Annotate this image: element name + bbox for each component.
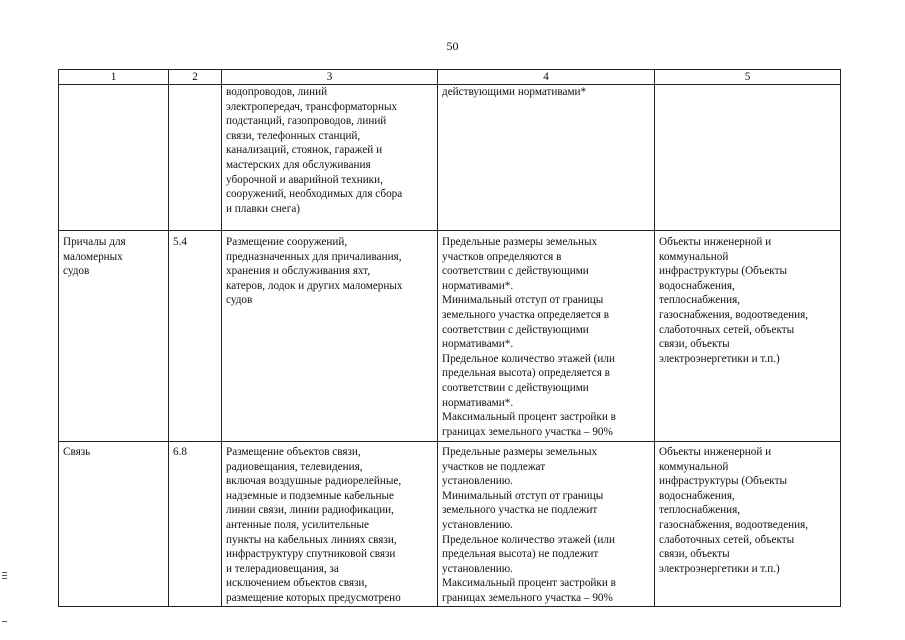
cell-use-code — [169, 231, 222, 442]
cell-text-line: слаботочных сетей, объекты — [659, 323, 795, 336]
cell-text-line: электроэнергетики и т.п.) — [659, 562, 780, 575]
cell-text-line: Размещение сооружений, — [226, 236, 348, 248]
cell-text-line: слаботочных сетей, объекты — [659, 533, 795, 546]
cell-text-line: 6.8 — [173, 446, 187, 458]
edge-mark — [2, 572, 7, 573]
cell-text-line: водоснабжения, — [659, 279, 735, 292]
edge-mark — [2, 621, 7, 622]
cell-text-line: и телерадиовещания, за — [226, 562, 339, 575]
cell-text-line: Предельные размеры земельных — [442, 236, 598, 248]
cell-parameters — [438, 85, 655, 231]
cell-text-line: установлению. — [442, 518, 513, 531]
table-row — [59, 85, 841, 231]
cell-text-line: и плавки снега) — [226, 202, 301, 215]
cell-text-line: нормативами*. — [442, 279, 514, 292]
cell-text-line: земельного участка определяется в — [442, 308, 610, 321]
cell-text-line: теплоснабжения, — [659, 294, 741, 307]
cell-text-line: Минимальный отступ от границы — [442, 294, 604, 307]
cell-text-line: Предельные размеры земельных — [442, 446, 598, 458]
cell-text-line: судов — [226, 294, 253, 307]
cell-text-line: земельного участка не подлежит — [442, 504, 598, 517]
table-row — [59, 231, 841, 442]
table-row — [59, 442, 841, 607]
cell-text-line: Размещение объектов связи, — [226, 446, 361, 458]
header-col-5: 5 — [655, 70, 841, 85]
cell-text-line: электроэнергетики и т.п.) — [659, 352, 780, 365]
cell-parameters — [438, 442, 655, 607]
cell-text-line: соответствии с действующими — [442, 323, 589, 336]
zoning-table — [58, 69, 841, 607]
cell-text-line: границах земельного участка – 90% — [442, 425, 613, 438]
cell-text-line: теплоснабжения, — [659, 504, 741, 517]
cell-text-line: связи, объекты — [659, 338, 730, 351]
cell-text-line: Предельное количество этажей (или — [442, 352, 615, 365]
cell-text-line: Объекты инженерной и — [659, 236, 772, 248]
cell-text-line: Связь — [63, 446, 91, 458]
cell-text-line: Причалы для — [63, 236, 126, 248]
cell-text-line: пункты на кабельных линиях связи, — [226, 533, 397, 546]
cell-text-line: газоснабжения, водоотведения, — [659, 308, 809, 321]
cell-text-line: установлению. — [442, 562, 513, 575]
cell-text-line: предназначенных для причаливания, — [226, 250, 402, 263]
edge-mark — [2, 578, 7, 579]
cell-text-line: предельная высота) определяется в — [442, 367, 610, 380]
page-number: 50 — [446, 39, 459, 53]
header-col-1: 1 — [59, 70, 169, 85]
cell-text-line: связи, телефонных станций, — [226, 129, 361, 142]
cell-text-line: связи, объекты — [659, 548, 730, 561]
cell-text-line: соответствии с действующими — [442, 381, 589, 394]
cell-use-name — [59, 442, 169, 607]
cell-text-line: канализаций, стоянок, гаражей и — [226, 144, 383, 157]
cell-auxiliary-uses — [655, 85, 841, 231]
cell-text-line: предельная высота) не подлежит — [442, 548, 599, 561]
cell-use-description — [222, 442, 438, 607]
cell-text-line: антенные поля, усилительные — [226, 518, 369, 531]
cell-use-code — [169, 85, 222, 231]
cell-text-line: Максимальный процент застройки в — [442, 577, 616, 590]
header-col-2: 2 — [169, 70, 222, 85]
cell-text-line: катеров, лодок и других маломерных — [226, 279, 403, 292]
cell-text-line: сооружений, необходимых для сбора — [226, 188, 403, 201]
cell-text-line: радиовещания, телевидения, — [226, 460, 363, 473]
cell-text-line: нормативами*. — [442, 338, 514, 351]
cell-text-line: Минимальный отступ от границы — [442, 489, 604, 502]
cell-text-line: Предельное количество этажей (или — [442, 533, 615, 546]
cell-text-line: водоснабжения, — [659, 489, 735, 502]
cell-text-line: инфраструктуры (Объекты — [659, 475, 788, 488]
cell-auxiliary-uses — [655, 231, 841, 442]
cell-text-line: линии связи, линии радиофикации, — [226, 504, 394, 517]
cell-text-line: инфраструктуры (Объекты — [659, 265, 788, 278]
cell-text-line: соответствии с действующими — [442, 265, 589, 278]
cell-use-name — [59, 85, 169, 231]
cell-text-line: Объекты инженерной и — [659, 446, 772, 458]
cell-auxiliary-uses — [655, 442, 841, 607]
cell-text-line: мастерских для обслуживания — [226, 158, 371, 171]
cell-use-code — [169, 442, 222, 607]
cell-text-line: коммунальной — [659, 460, 729, 473]
edge-mark — [2, 575, 7, 576]
header-col-4: 4 — [438, 70, 655, 85]
cell-text-line: участков не подлежат — [442, 460, 546, 473]
cell-text-line: нормативами*. — [442, 396, 514, 409]
cell-text-line: маломерных — [63, 250, 123, 263]
cell-text-line: электропередач, трансформаторных — [226, 100, 398, 113]
cell-text-line: подстанций, газопроводов, линий — [226, 115, 387, 128]
cell-text-line: коммунальной — [659, 250, 729, 263]
cell-text-line: установлению. — [442, 475, 513, 488]
cell-parameters — [438, 231, 655, 442]
cell-text-line: размещение которых предусмотрено — [226, 591, 401, 604]
cell-text-line: действующими нормативами* — [442, 86, 587, 98]
cell-use-description — [222, 85, 438, 231]
cell-text-line: 5.4 — [173, 236, 187, 248]
cell-text-line: инфраструктуру спутниковой связи — [226, 548, 396, 561]
cell-text-line: включая воздушные радиорелейные, — [226, 475, 402, 488]
cell-text-line: надземные и подземные кабельные — [226, 489, 395, 502]
cell-text-line: участков определяются в — [442, 250, 562, 263]
cell-text-line: водопроводов, линий — [226, 86, 328, 98]
cell-text-line: хранения и обслуживания яхт, — [226, 265, 371, 278]
cell-use-description — [222, 231, 438, 442]
table-header-row — [59, 70, 841, 85]
cell-text-line: границах земельного участка – 90% — [442, 591, 613, 604]
header-col-3: 3 — [222, 70, 438, 85]
cell-text-line: газоснабжения, водоотведения, — [659, 518, 809, 531]
cell-text-line: исключением объектов связи, — [226, 577, 368, 590]
cell-text-line: Максимальный процент застройки в — [442, 411, 616, 424]
cell-text-line: уборочной и аварийной техники, — [226, 173, 383, 186]
cell-text-line: судов — [63, 265, 90, 278]
cell-use-name — [59, 231, 169, 442]
